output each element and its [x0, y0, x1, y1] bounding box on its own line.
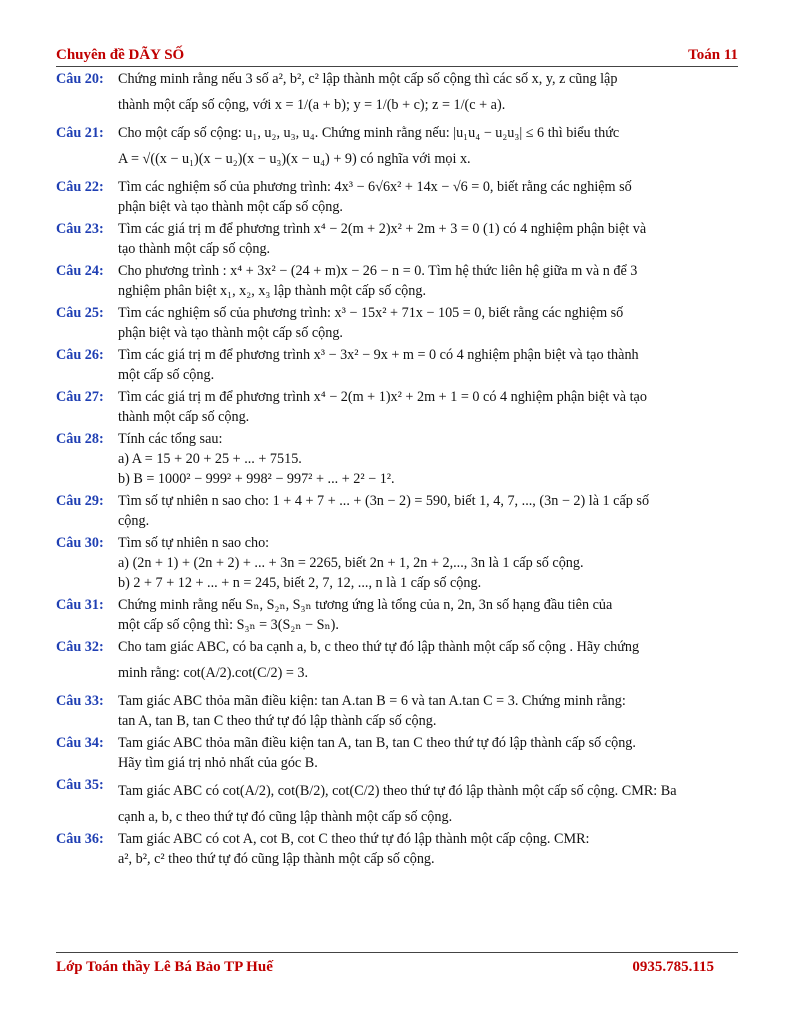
- problem-item: [56, 691, 738, 731]
- problem-label: Câu 20:: [56, 71, 104, 87]
- problem-line: cộng.: [118, 513, 150, 529]
- problem-line: Tìm các giá trị m để phương trình x³ − 3x² − 9x + m = 0 có 4 nghiệm phận biệt và tạo thành: [118, 347, 639, 363]
- problem-line: a) (2n + 1) + (2n + 2) + ... + 3n = 2265, biết 2n + 1, 2n + 2,..., 3n là 1 cấp số cộng.: [118, 555, 584, 571]
- problem-line: một cấp số cộng.: [118, 367, 215, 383]
- page: [56, 44, 738, 871]
- problem-line: Tìm các giá trị m để phương trình x⁴ − 2(m + 2)x² + 2m + 3 = 0 (1) có 4 nghiệm phận biệt và: [118, 221, 647, 237]
- problem-label: Câu 22:: [56, 179, 104, 195]
- problem-label: Câu 32:: [56, 639, 104, 655]
- page-footer: [56, 952, 738, 976]
- problem-line: minh rằng: cot(A/2).cot(C/2) = 3.: [118, 665, 309, 681]
- page-header: [56, 44, 738, 67]
- footer-phone: 0935.785.115: [632, 959, 714, 975]
- problem-label: Câu 27:: [56, 389, 104, 405]
- problem-line: A = √((x − u₁)(x − u₂)(x − u₃)(x − u₄) + 9) có nghĩa với mọi x.: [118, 151, 471, 167]
- problem-item: [56, 387, 738, 427]
- problem-line: thành một cấp số cộng, với x = 1/(a + b); y = 1/(b + c); z = 1/(c + a).: [118, 97, 506, 113]
- problem-line: Tam giác ABC thỏa mãn điều kiện: tan A.tan B = 6 và tan A.tan C = 3. Chứng minh rằng:: [118, 693, 626, 709]
- problem-line: b) 2 + 7 + 12 + ... + n = 245, biết 2, 7, 12, ..., n là 1 cấp số cộng.: [118, 575, 482, 591]
- problem-item: [56, 219, 738, 259]
- problem-line: tan A, tan B, tan C theo thứ tự đó lập thành cấp số cộng.: [118, 713, 437, 729]
- problem-label: Câu 21:: [56, 125, 104, 141]
- problem-line: phận biệt và tạo thành một cấp số cộng.: [118, 325, 343, 341]
- problem-line: Tam giác ABC thỏa mãn điều kiện tan A, tan B, tan C theo thứ tự đó lập thành cấp số cộng.: [118, 735, 636, 751]
- problem-label: Câu 23:: [56, 221, 104, 237]
- problem-label: Câu 28:: [56, 431, 104, 447]
- problem-line: Cho một cấp số cộng: u₁, u₂, u₃, u₄. Chứng minh rằng nếu: |u₁u₄ − u₂u₃| ≤ 6 thì biểu thức: [118, 125, 620, 141]
- problem-label: Câu 36:: [56, 831, 104, 847]
- problem-label: Câu 26:: [56, 347, 104, 363]
- problem-label: Câu 29:: [56, 493, 104, 509]
- problem-item: [56, 429, 738, 489]
- problem-item: [56, 303, 738, 343]
- problem-label: Câu 35:: [56, 777, 104, 793]
- problem-line: a) A = 15 + 20 + 25 + ... + 7515.: [118, 451, 302, 467]
- problem-line: tạo thành một cấp số cộng.: [118, 241, 271, 257]
- problem-item: [56, 733, 738, 773]
- problem-line: Tam giác ABC có cot A, cot B, cot C theo thứ tự đó lập thành một cấp cộng. CMR:: [118, 831, 590, 847]
- problem-line: Tìm các nghiệm số của phương trình: x³ − 15x² + 71x − 105 = 0, biết rằng các nghiệm số: [118, 305, 624, 321]
- problem-line: Tìm số tự nhiên n sao cho: 1 + 4 + 7 + ... + (3n − 2) = 590, biết 1, 4, 7, ..., (3n − 2) là 1 cấp số: [118, 493, 650, 509]
- problem-label: Câu 34:: [56, 735, 104, 751]
- problem-line: Tìm các giá trị m để phương trình x⁴ − 2(m + 1)x² + 2m + 1 = 0 có 4 nghiệm phận biệt và tạo: [118, 389, 647, 405]
- problem-line: Tìm số tự nhiên n sao cho:: [118, 535, 270, 551]
- problem-line: a², b², c² theo thứ tự đó cũng lập thành một cấp số cộng.: [118, 851, 435, 867]
- problem-item: [56, 345, 738, 385]
- problem-line: thành một cấp số cộng.: [118, 409, 250, 425]
- problem-line: Hãy tìm giá trị nhỏ nhất của góc B.: [118, 755, 318, 771]
- problem-item: [56, 775, 738, 827]
- problem-line: Chứng minh rằng nếu Sₙ, S₂ₙ, S₃ₙ tương ứng là tổng của n, 2n, 3n số hạng đầu tiên của: [118, 597, 613, 613]
- problem-list: [56, 69, 738, 869]
- problem-item: [56, 491, 738, 531]
- problem-item: [56, 123, 738, 175]
- problem-line: cạnh a, b, c theo thứ tự đó cũng lập thành một cấp số cộng.: [118, 809, 453, 825]
- problem-label: Câu 25:: [56, 305, 104, 321]
- problem-label: Câu 33:: [56, 693, 104, 709]
- problem-line: một cấp số cộng thì: S₃ₙ = 3(S₂ₙ − Sₙ).: [118, 617, 339, 633]
- problem-item: [56, 177, 738, 217]
- problem-label: Câu 30:: [56, 535, 104, 551]
- footer-class-name: Lớp Toán thầy Lê Bá Bảo TP Huế: [56, 959, 273, 975]
- problem-line: phận biệt và tạo thành một cấp số cộng.: [118, 199, 343, 215]
- problem-item: [56, 261, 738, 301]
- problem-line: Tam giác ABC có cot(A/2), cot(B/2), cot(C/2) theo thứ tự đó lập thành một cấp số cộng. CMR: Ba: [118, 783, 677, 799]
- problem-item: [56, 829, 738, 869]
- problem-label: Câu 31:: [56, 597, 104, 613]
- problem-line: Tính các tổng sau:: [118, 431, 223, 447]
- problem-item: [56, 533, 738, 593]
- header-topic: Chuyên đề DÃY SỐ: [56, 47, 185, 63]
- problem-line: Tìm các nghiệm số của phương trình: 4x³ − 6√6x² + 14x − √6 = 0, biết rằng các nghiệm số: [118, 179, 632, 195]
- problem-line: Cho tam giác ABC, có ba cạnh a, b, c theo thứ tự đó lập thành một cấp số cộng . Hãy chứng: [118, 639, 640, 655]
- problem-line: Cho phương trình : x⁴ + 3x² − (24 + m)x − 26 − n = 0. Tìm hệ thức liên hệ giữa m và n để 3: [118, 263, 638, 279]
- problem-line: nghiệm phân biệt x₁, x₂, x₃ lập thành một cấp số cộng.: [118, 283, 426, 299]
- problem-line: b) B = 1000² − 999² + 998² − 997² + ... + 2² − 1².: [118, 471, 395, 487]
- problem-item: [56, 69, 738, 121]
- problem-line: Chứng minh rằng nếu 3 số a², b², c² lập thành một cấp số cộng thì các số x, y, z cũng lập: [118, 71, 618, 87]
- problem-item: [56, 637, 738, 689]
- problem-item: [56, 595, 738, 635]
- header-subject: Toán 11: [688, 47, 738, 63]
- problem-label: Câu 24:: [56, 263, 104, 279]
